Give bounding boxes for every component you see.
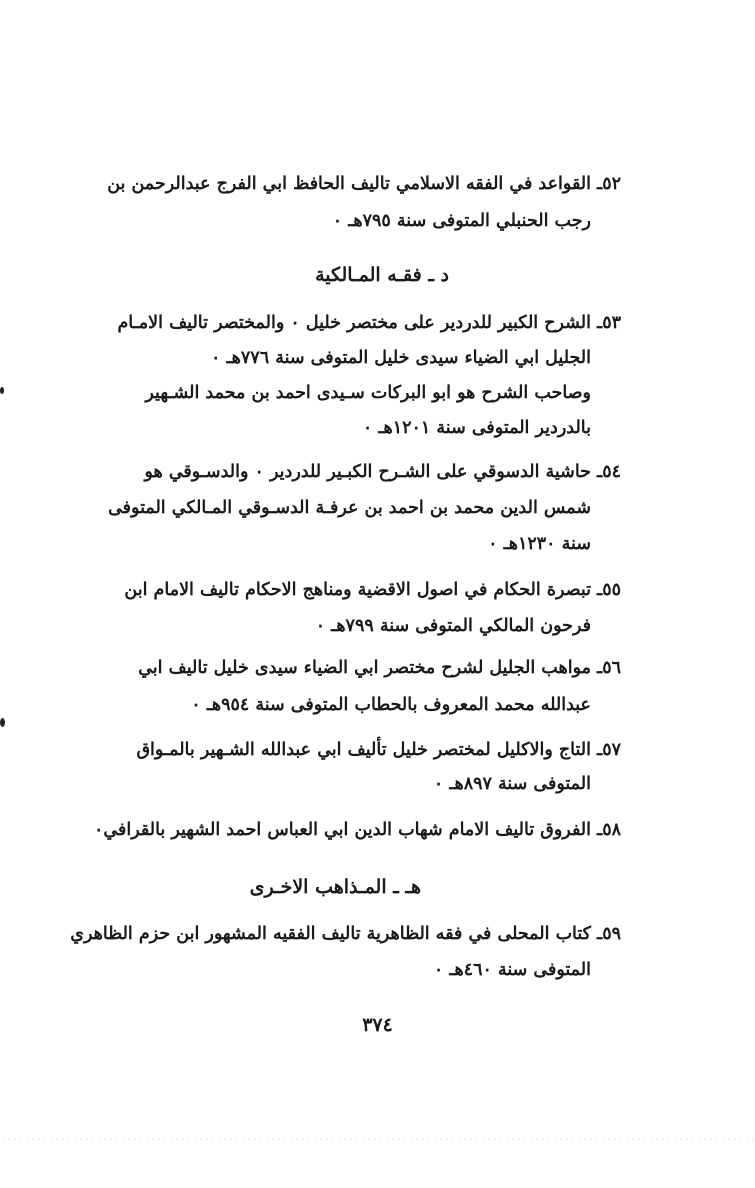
page-number: ٣٧٤ [362,1014,393,1036]
entry-52-line-1: ٥٢ـالقواعد في الفقه الاسلامي تاليف الحافظ ابي الفرج عبدالرحمن بن [107,174,621,194]
entry-54-number: ٥٤ـ [597,462,621,482]
entry-58-number: ٥٨ـ [597,820,621,840]
section-heading-maliki: د ـ فقـه المـالكية [315,264,449,286]
entry-53-number: ٥٣ـ [597,313,621,333]
entry-56-line-2: عبدالله محمد المعروف بالحطاب المتوفى سنة ٩٥٤هـ ٠ [191,695,591,715]
scan-dotted-edge [0,1138,755,1140]
entry-56-line-1: ٥٦ـمواهب الجليل لشرح مختصر ابي الضياء سيدى خليل تاليف ابي [138,658,621,678]
entry-54-line-2: شمس الدين محمد بن احمد بن عرفـة الدسـوقي المـالكي المتوفى [108,498,591,518]
entry-57-line-1: ٥٧ـالتاج والاكليل لمختصر خليل تأليف ابي عبدالله الشـهير بالمـواق [136,740,621,760]
scan-artifact-mark [0,718,5,727]
entry-57-line-2: المتوفى سنة ٨٩٧هـ ٠ [433,774,591,794]
entry-54-line-1: ٥٤ـحاشية الدسوقي على الشـرح الكبـير للدردير ٠ والدسـوقي هو [144,462,621,482]
entry-54-line-3: سنة ١٢٣٠هـ ٠ [488,534,591,554]
entry-53-line-4: بالدردير المتوفى سنة ١٢٠١هـ ٠ [362,418,591,438]
entry-53-line-3: وصاحب الشرح هو ابو البركات سـيدى احمد بن محمد الشـهير [145,383,591,403]
entry-55-number: ٥٥ـ [597,580,621,600]
entry-58-line-1: ٥٨ـالفروق تاليف الامام شهاب الدين ابي العباس احمد الشهير بالقرافي٠ [94,820,621,840]
entry-53-line-2: الجليل ابي الضياء سيدى خليل المتوفى سنة ٧٧٦هـ ٠ [211,348,591,368]
section-heading-other-schools: هـ ـ المـذاهب الاخـرى [249,876,421,898]
entry-52-line-2: رجب الحنبلي المتوفى سنة ٧٩٥هـ ٠ [332,211,591,231]
entry-55-line-2: فرحون المالكي المتوفى سنة ٧٩٩هـ ٠ [315,616,591,636]
entry-57-number: ٥٧ـ [597,740,621,760]
entry-59-line-2: المتوفى سنة ٤٦٠هـ ٠ [433,960,591,980]
entry-56-number: ٥٦ـ [597,658,621,678]
scan-artifact-mark [0,387,4,394]
entry-55-line-1: ٥٥ـتبصرة الحكام في اصول الاقضية ومناهج الاحكام تاليف الامام ابن [124,580,621,600]
entry-52-number: ٥٢ـ [597,174,621,194]
entry-59-number: ٥٩ـ [597,924,621,944]
entry-59-line-1: ٥٩ـكتاب المحلى في فقه الظاهرية تاليف الفقيه المشهور ابن حزم الظاهري [70,924,621,944]
entry-53-line-1: ٥٣ـالشرح الكبير للدردير على مختصر خليل ٠ والمختصر تاليف الامـام [117,313,621,333]
